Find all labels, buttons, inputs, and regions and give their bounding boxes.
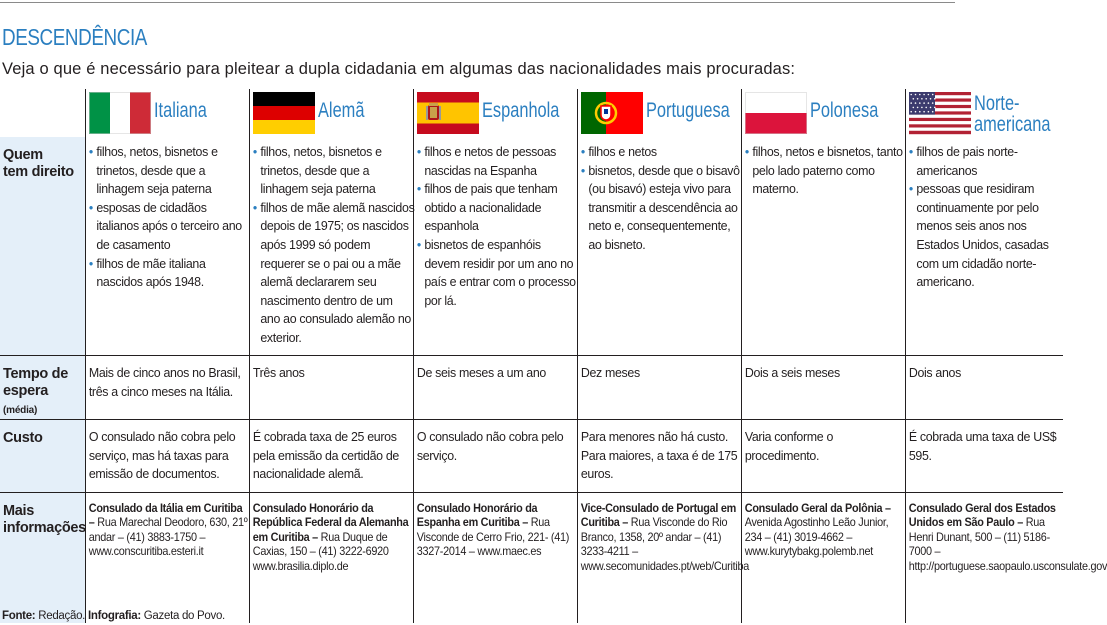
country-name-polonesa: Polonesa bbox=[809, 99, 878, 122]
consulate-name: Consulado Honorário da Espanha em Curitiba – bbox=[416, 501, 537, 530]
row-tempo-de-espera bbox=[0, 356, 1063, 420]
bullet-item: • filhos, netos e bisnetos, tanto pelo lado paterno como materno. bbox=[744, 143, 906, 199]
cell-quem bbox=[85, 137, 249, 356]
bullet-item: • bisnetos de espanhóis devem residir por um ano no país e entrar com o processo por lá. bbox=[416, 236, 578, 310]
header-norte-americana bbox=[905, 89, 1063, 137]
cell-tempo bbox=[85, 356, 249, 420]
bullet-item: • filhos de pais que tenham obtido a nacionalidade espanhola bbox=[416, 180, 578, 236]
cell-custo bbox=[741, 420, 905, 493]
cell-custo bbox=[249, 420, 413, 493]
bullet-list bbox=[414, 137, 581, 310]
bullet-list bbox=[906, 137, 1068, 292]
cell-custo bbox=[85, 420, 249, 493]
cell-text: Três anos bbox=[252, 365, 305, 380]
top-rule bbox=[0, 2, 955, 3]
bullet-list bbox=[742, 137, 909, 199]
header-alema bbox=[249, 89, 413, 137]
consulate-name: Vice-Consulado de Portugal em Curitiba – bbox=[580, 501, 736, 530]
cell-quem bbox=[905, 137, 1063, 356]
country-name-alema: Alemã bbox=[317, 99, 364, 122]
consulate-info bbox=[906, 493, 1107, 573]
row-mais-informacoes bbox=[0, 493, 1063, 624]
row-label-tempo bbox=[0, 356, 85, 420]
cell-text: É cobrada uma taxa de US$ 595. bbox=[908, 429, 1056, 463]
country-name-espanhola: Espanhola bbox=[481, 99, 559, 122]
row-label-note: (média) bbox=[3, 405, 38, 416]
cell-text: De seis meses a um ano bbox=[416, 365, 546, 380]
bullet-item: • esposas de cidadãos italianos após o terceiro ano de casamento bbox=[88, 199, 250, 255]
bullet-list bbox=[250, 137, 417, 348]
cell-quem bbox=[741, 137, 905, 356]
cell-tempo bbox=[249, 356, 413, 420]
portugal-flag-icon bbox=[581, 92, 643, 134]
cell-custo bbox=[413, 420, 577, 493]
page-subtitle: Veja o que é necessário para pleitear a dupla cidadania em algumas das nacionalidades mais procuradas: bbox=[2, 60, 796, 78]
row-label-line1: Quem bbox=[3, 147, 43, 163]
consulate-info bbox=[250, 493, 417, 573]
cell-custo bbox=[905, 420, 1063, 493]
bullet-list bbox=[86, 137, 253, 292]
cell-quem bbox=[413, 137, 577, 356]
cell-mais bbox=[249, 493, 413, 624]
consulate-details: Rua Visconde de Cerro Frio, 221- (41) 3327-2014 – www.maec.es bbox=[416, 515, 569, 559]
germany-flag-icon bbox=[253, 92, 315, 134]
cell-custo bbox=[577, 420, 741, 493]
bullet-item: • filhos e netos de pessoas nascidas na Espanha bbox=[416, 143, 578, 180]
cell-text: Varia conforme o procedimento. bbox=[744, 429, 833, 463]
row-label-text: Custo bbox=[3, 430, 43, 446]
bullet-item: • filhos e netos bbox=[580, 143, 742, 162]
cell-tempo bbox=[413, 356, 577, 420]
bullet-item: • pessoas que residiram continuamente por pelo menos seis anos nos Estados Unidos, casadas com um cidadão norte-americano. bbox=[908, 180, 1065, 292]
poland-flag-icon bbox=[745, 92, 807, 134]
italy-flag-icon bbox=[89, 92, 151, 134]
row-label-line1: Mais bbox=[3, 503, 35, 519]
bullet-item: • filhos de mãe alemã nascidos depois de 1975; os nascidos após 1999 só podem requerer se o pai ou a mãe alemã declararem seu nascimento dentro de um ano ao consulado alemão no exterior. bbox=[252, 199, 414, 348]
cell-mais bbox=[413, 493, 577, 624]
cell-quem bbox=[249, 137, 413, 356]
footer-source-label: Fonte: bbox=[2, 610, 36, 622]
cell-text: Dois a seis meses bbox=[744, 365, 840, 380]
bullet-item: • bisnetos, desde que o bisavô (ou bisavó) esteja vivo para transmitir a descendência ao neto e, consequentemente, ao bisneto. bbox=[580, 162, 742, 255]
cell-text: O consulado não cobra pelo serviço, mas há taxas para emissão de documentos. bbox=[88, 429, 235, 482]
country-name-italiana: Italiana bbox=[153, 99, 207, 122]
footer-infographic-label: Infografia: bbox=[87, 610, 141, 622]
consulate-details: Rua Marechal Deodoro, 630, 21º andar – (41) 3883-1750 – www.conscuritiba.esteri.it bbox=[88, 515, 247, 559]
row-label-line2: espera bbox=[3, 383, 48, 399]
consulate-info bbox=[742, 493, 909, 559]
row-label-custo bbox=[0, 420, 85, 493]
bullet-item: • filhos, netos, bisnetos e trinetos, desde que a linhagem seja paterna bbox=[88, 143, 250, 199]
cell-text: Mais de cinco anos no Brasil, três a cinco meses na Itália. bbox=[88, 365, 241, 399]
consulate-info bbox=[86, 493, 253, 559]
consulate-info bbox=[578, 493, 749, 573]
row-label-quem bbox=[0, 137, 85, 356]
consulate-name: Consulado Honorário da República Federal da Alemanha em Curitiba – bbox=[252, 501, 408, 544]
consulate-details: Rua Visconde do Rio Branco, 1358, 20º andar – (41) 3233-4211 – www.secomunidades.pt/web/Curitiba bbox=[580, 515, 749, 573]
bullet-item: • filhos de pais norte-americanos bbox=[908, 143, 1065, 180]
header-row bbox=[0, 89, 1063, 137]
cell-tempo bbox=[577, 356, 741, 420]
row-label-line1: Tempo de bbox=[3, 366, 69, 382]
country-name-line2: americana bbox=[973, 113, 1050, 136]
country-name-norte-americana bbox=[974, 92, 1050, 135]
cell-mais bbox=[85, 493, 249, 624]
header-espanhola bbox=[413, 89, 577, 137]
cell-mais bbox=[905, 493, 1107, 624]
header-polonesa bbox=[741, 89, 905, 137]
consulate-details: Avenida Agostinho Leão Junior, 234 – (41) 3019-4662 – www.kurytybakg.polemb.net bbox=[744, 515, 888, 559]
row-quem-tem-direito bbox=[0, 137, 1063, 356]
cell-text: É cobrada taxa de 25 euros pela emissão da certidão de nacionalidade alemã. bbox=[252, 429, 399, 482]
country-name-line1: Norte- bbox=[973, 92, 1020, 115]
bullet-item: • filhos de mãe italiana nascidos após 1948. bbox=[88, 255, 250, 292]
page-title: DESCENDÊNCIA bbox=[2, 24, 147, 50]
footer-infographic-value: Gazeta do Povo. bbox=[140, 610, 225, 622]
row-label-line2: tem direito bbox=[3, 164, 74, 180]
consulate-details: Rua Duque de Caxias, 150 – (41) 3222-6920 www.brasilia.diplo.de bbox=[252, 529, 389, 573]
cell-tempo bbox=[905, 356, 1063, 420]
bullet-list bbox=[578, 137, 745, 255]
header-corner bbox=[0, 89, 85, 137]
usa-flag-icon bbox=[909, 92, 971, 134]
consulate-name: Consulado Geral dos Estados Unidos em São Paulo – bbox=[908, 501, 1056, 530]
cell-text: Para menores não há custo. Para maiores, a taxa é de 175 euros. bbox=[580, 429, 737, 482]
cell-tempo bbox=[741, 356, 905, 420]
cell-text: O consulado não cobra pelo serviço. bbox=[416, 429, 563, 463]
consulate-details: Rua Henri Dunant, 500 – (11) 5186-7000 – http://portuguese.saopaulo.usconsulate.gov bbox=[908, 515, 1107, 573]
footer-credits bbox=[2, 610, 225, 622]
consulate-info bbox=[414, 493, 581, 559]
spain-flag-icon bbox=[417, 92, 479, 134]
cell-text: Dez meses bbox=[580, 365, 640, 380]
cell-mais bbox=[741, 493, 905, 624]
row-label-line2: informações bbox=[3, 520, 86, 536]
header-portuguesa bbox=[577, 89, 741, 137]
consulate-name: Consulado Geral da Polônia – bbox=[744, 501, 891, 515]
consulate-name: Consulado da Itália em Curitiba – bbox=[88, 501, 242, 530]
cell-mais bbox=[577, 493, 749, 624]
header-italiana bbox=[85, 89, 249, 137]
citizenship-table bbox=[0, 89, 1107, 623]
country-name-portuguesa: Portuguesa bbox=[645, 99, 730, 122]
row-custo bbox=[0, 420, 1063, 493]
cell-text: Dois anos bbox=[908, 365, 961, 380]
cell-quem bbox=[577, 137, 741, 356]
row-label-mais bbox=[0, 493, 85, 624]
footer-source-value: Redação. bbox=[35, 610, 88, 622]
bullet-item: • filhos, netos, bisnetos e trinetos, desde que a linhagem seja paterna bbox=[252, 143, 414, 199]
